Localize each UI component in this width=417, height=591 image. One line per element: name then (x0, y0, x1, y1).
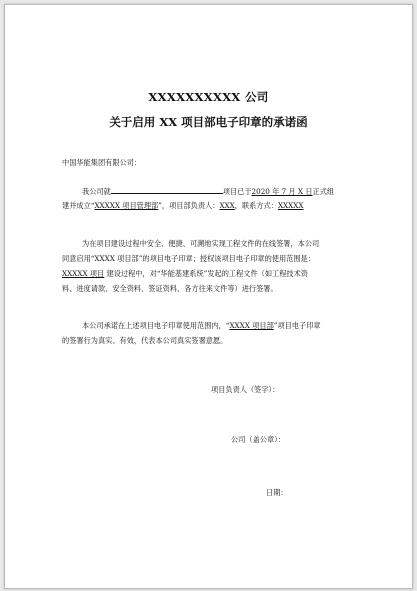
p1-text: ，联系方式： (234, 201, 278, 210)
project-department-ref: XXXX 项目部 (229, 321, 274, 330)
project-department-name: XXXXX 项目管理部 (94, 201, 159, 210)
paragraph-1-line-1 (82, 185, 334, 197)
p1-text: 我公司就 (82, 187, 111, 196)
p1-text: 正式组 (312, 187, 335, 196)
paragraph-1-line-2 (62, 200, 304, 211)
establish-date: 2020 年 7 月 X 日 (251, 187, 313, 196)
p1-text: 项目 (222, 187, 238, 196)
company-seal-label: 公司（盖公章）： (231, 435, 285, 444)
paragraph-3-line-1 (82, 320, 321, 331)
paragraph-2-line-2: 同意启用“XXXX 项目部”的项目电子印章；授权该项目电子印章的使用范围是： (62, 254, 315, 263)
document-page (4, 4, 413, 589)
paragraph-3-line-2: 的签署行为真实、有效，代表本公司真实签署意愿。 (62, 336, 228, 345)
letter-title: 关于启用 XX 项目部电子印章的承诺函 (109, 115, 308, 129)
manager-signature-label: 项目负责人（签字）： (211, 385, 280, 394)
paragraph-2-line-4: 料、进度请款、安全资料、签证资料、各方往来文件等）进行签署。 (62, 284, 278, 293)
paragraph-2-line-3 (62, 268, 308, 279)
date-label: 日期： (266, 488, 288, 497)
p1-text: 已于 (237, 187, 252, 196)
paragraph-2-line-1: 为在项目建设过程中安全、便捷、可溯地实现工程文件的在线签署，本公司 (82, 239, 320, 248)
contact-info: XXXXX (277, 201, 304, 210)
project-name: XXXXX 项目 (62, 269, 105, 278)
p1-text: ”，项目部负责人： (158, 201, 220, 210)
project-name-blank (111, 185, 223, 194)
p2-text: 建设过程中，对“华能基建系统”发起的工程文件（如工程技术资 (104, 269, 308, 278)
manager-name: XXX (219, 201, 235, 210)
company-title: XXXXXXXXXX 公司 (148, 90, 269, 104)
p3-text: ”项目电子印章 (273, 321, 321, 330)
p3-text: 本公司承诺在上述项目电子印章使用范围内，“ (82, 321, 230, 330)
p1-text: 建并成立“ (62, 201, 95, 210)
addressee: 中国华能集团有限公司： (62, 158, 142, 167)
